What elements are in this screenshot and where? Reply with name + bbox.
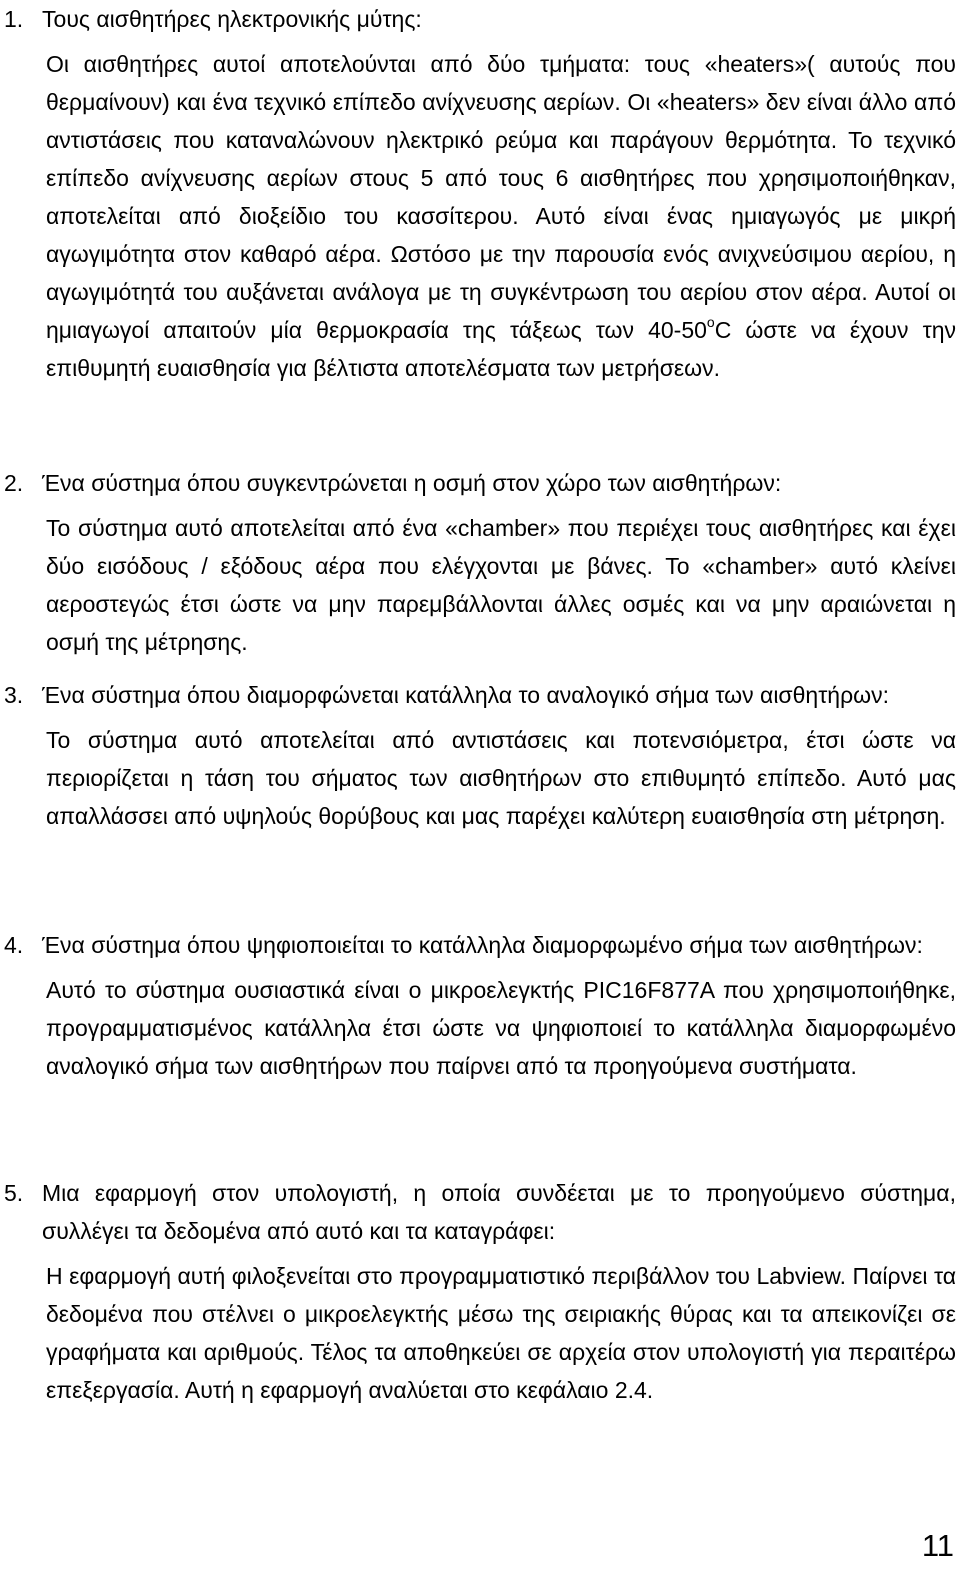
item-title: Ένα σύστημα όπου διαμορφώνεται κατάλληλα το αναλογικό σήμα των αισθητήρων: xyxy=(42,682,890,708)
item-title: Μια εφαρμογή στον υπολογιστή, η οποία συνδέεται με το προηγούμενο σύστημα, συλλέγει τα δεδομένα από αυτό και τα καταγράφει: xyxy=(42,1180,956,1244)
page-number: 11 xyxy=(921,1528,954,1563)
item-title: Ένα σύστημα όπου συγκεντρώνεται η οσμή στον χώρο των αισθητήρων: xyxy=(42,470,782,496)
item-body xyxy=(46,721,956,835)
item-title: Ένα σύστημα όπου ψηφιοποιείται το κατάλληλα διαμορφωμένο σήμα των αισθητήρων: xyxy=(42,932,923,958)
list-item-5 xyxy=(4,1174,956,1409)
item-body xyxy=(46,509,956,661)
list-item-1 xyxy=(4,0,956,387)
item-heading xyxy=(4,676,956,714)
item-body xyxy=(46,45,956,387)
item-body-text: Αυτό το σύστημα ουσιαστικά είναι ο μικροελεγκτής PIC16F877A που χρησιμοποιήθηκε, προγραμματισμένος κατάλληλα έτσι ώστε να ψηφιοποιεί το κατάλληλα διαμορφωμένο αναλογικό σήμα των αισθητήρων που παίρνει από τα προηγούμενα συστήματα. xyxy=(46,977,956,1079)
item-body-text: Η εφαρμογή αυτή φιλοξενείται στο προγραμματιστικό περιβάλλον του Labview. Παίρνει τα δεδομένα που στέλνει ο μικροελεγκτής μέσω της σειριακής θύρας και τα απεικονίζει σε γραφήματα και αριθμούς. Τέλος τα αποθηκεύει σε αρχεία στον υπολογιστή για περαιτέρω επεξεργασία. Αυτή η εφαρμογή αναλύεται στο κεφάλαιο 2.4. xyxy=(46,1263,956,1403)
item-number: 4. xyxy=(4,932,24,958)
item-heading xyxy=(4,0,956,38)
item-body-text: Το σύστημα αυτό αποτελείται από ένα «chamber» που περιέχει τους αισθητήρες και έχει δύο εισόδους / εξόδους αέρα που ελέγχονται με βάνες. Το «chamber» αυτό κλείνει αεροστεγώς έτσι ώστε να μην παρεμβάλλονται άλλες οσμές και να μην αραιώνεται η οσμή της μέτρησης. xyxy=(46,515,956,655)
degree-superscript: o xyxy=(706,314,715,331)
item-number: 1. xyxy=(4,6,24,32)
item-body-text-cont: C ώστε να έχουν την επιθυμητή ευαισθησία για βέλτιστα αποτελέσματα των μετρήσεων. xyxy=(46,317,956,381)
list-item-2 xyxy=(4,464,956,661)
item-body xyxy=(46,1257,956,1409)
item-number: 3. xyxy=(4,682,24,708)
list-item-4 xyxy=(4,926,956,1085)
item-heading xyxy=(4,926,956,964)
item-number: 5. xyxy=(4,1180,24,1206)
item-body-text: Το σύστημα αυτό αποτελείται από αντιστάσεις και ποτενσιόμετρα, έτσι ώστε να περιορίζεται η τάση του σήματος των αισθητήρων στο επιθυμητό επίπεδο. Αυτό μας απαλλάσσει από υψηλούς θορύβους και μας παρέχει καλύτερη ευαισθησία στη μέτρηση. xyxy=(46,727,956,829)
item-heading xyxy=(4,1174,956,1250)
list-item-3 xyxy=(4,676,956,835)
item-body-text: Οι αισθητήρες αυτοί αποτελούνται από δύο τμήματα: τους «heaters»( αυτούς που θερμαίνουν) και ένα τεχνικό επίπεδο ανίχνευσης αερίων. Οι «heaters» δεν είναι άλλο από αντιστάσεις που καταναλώνουν ηλεκτρικό ρεύμα και παράγουν θερμότητα. Το τεχνικό επίπεδο ανίχνευσης αερίων στους 5 από τους 6 αισθητήρες που χρησιμοποιήθηκαν, αποτελείται από διοξείδιο του κασσίτερου. Αυτό είναι ένας ημιαγωγός με μικρή αγωγιμότητα στον καθαρό αέρα. Ωστόσο με την παρουσία ενός ανιχνεύσιμου αερίου, η αγωγιμότητά του αυξάνεται ανάλογα με τη συγκέντρωση του αερίου στον αέρα. Αυτοί οι ημιαγωγοί απαιτούν μία θερμοκρασία της τάξεως των 40-50 xyxy=(46,51,956,343)
item-title: Τους αισθητήρες ηλεκτρονικής μύτης: xyxy=(42,6,422,32)
item-number: 2. xyxy=(4,470,24,496)
item-heading xyxy=(4,464,956,502)
item-body xyxy=(46,971,956,1085)
